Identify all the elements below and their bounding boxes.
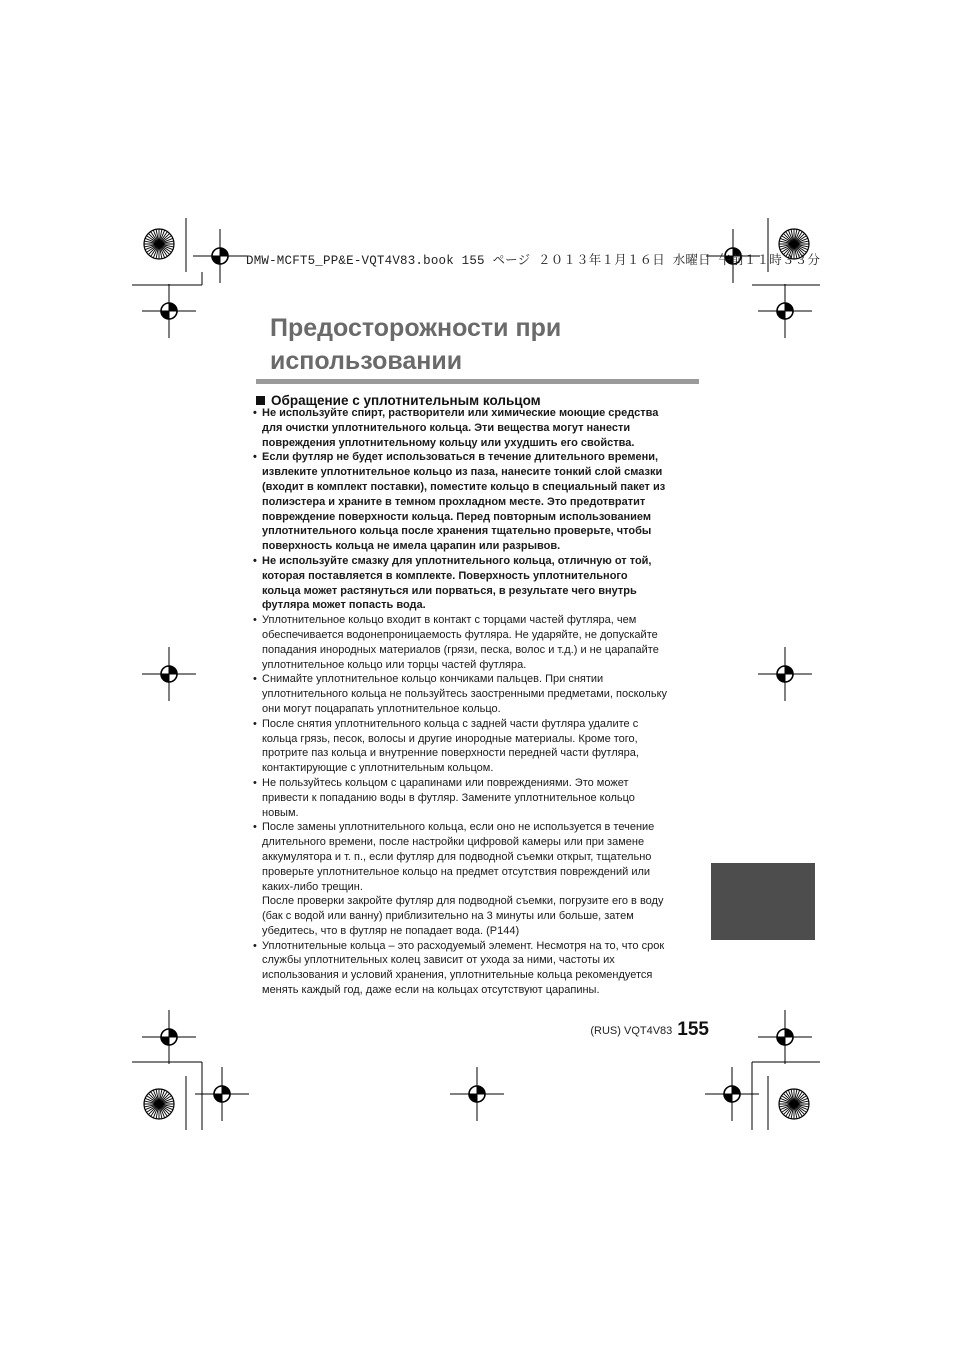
bullet-icon: • xyxy=(253,821,257,834)
list-item-line: привести к попаданию воды в футляр. Замените уплотнительное кольцо xyxy=(262,791,635,804)
list-item-line: (бак с водой или ванну) приблизительно на 3 минуты или больше, затем xyxy=(262,910,634,923)
registration-cross xyxy=(758,1010,812,1064)
list-item-line: После проверки закройте футляр для подводной съемки, погрузите его в воду xyxy=(262,895,664,908)
registration-cross xyxy=(450,1067,504,1121)
list-item-line: длительного времени, после настройки цифровой камеры или при замене xyxy=(262,836,645,849)
page-title-line-1: Предосторожности при xyxy=(270,314,562,342)
page-title-line-2: использовании xyxy=(270,347,463,375)
bullet-icon: • xyxy=(253,554,257,567)
print-job-header: DMW-MCFT5_PP&E-VQT4V83.book 155 ページ ２０１３年１月１６日 水曜日 午前１１時３３分 xyxy=(246,254,821,268)
registration-star-top-left xyxy=(144,229,174,259)
list-item-line: протрите паз кольца и внутренние поверхности передней части футляра, xyxy=(262,747,639,760)
bullet-icon: • xyxy=(253,939,257,952)
bullet-icon: • xyxy=(253,673,257,686)
list-item-line: После замены уплотнительного кольца, если оно не используется в течение xyxy=(262,821,655,834)
chapter-tab xyxy=(711,863,815,940)
section-heading-text: Обращение с уплотнительным кольцом xyxy=(271,393,541,408)
list-item-line: Не используйте спирт, растворители или химические моющие средства xyxy=(262,407,659,419)
registration-cross xyxy=(142,647,196,701)
list-item xyxy=(253,450,703,554)
list-item-line: кольца грязь, песок, волосы и другие инородные материалы. Кроме того, xyxy=(262,732,638,745)
list-item-line: Снимайте уплотнительное кольцо кончиками пальцев. При снятии xyxy=(262,673,604,686)
list-item-line: Если футляр не будет использоваться в течение длительного времени, xyxy=(262,451,659,464)
bullet-icon: • xyxy=(253,717,257,730)
registration-cross xyxy=(195,1067,249,1121)
list-item-line: уплотнительное кольцо или торцы частей футляра. xyxy=(262,658,527,671)
list-item xyxy=(253,406,703,450)
list-item-line: обеспечивается водонепроницаемость футляра. Не ударяйте, не допускайте xyxy=(262,628,658,641)
page-footer xyxy=(590,1019,709,1041)
registration-cross xyxy=(142,284,196,338)
list-item-line: извлеките уплотнительное кольцо из паза, нанесите тонкий слой смазки xyxy=(262,466,663,479)
list-item-line: Не пользуйтесь кольцом с царапинами или повреждениями. Это может xyxy=(262,776,629,789)
list-item xyxy=(253,776,703,820)
list-item-line: попадания инородных материалов (грязи, песка, волос и т.д.) и не царапайте xyxy=(262,643,659,656)
list-item-line: Уплотнительные кольца – это расходуемый элемент. Несмотря на то, что срок xyxy=(262,939,665,952)
bullet-icon: • xyxy=(253,776,257,789)
list-item-line: После снятия уплотнительного кольца с задней части футляра удалите с xyxy=(262,717,639,730)
registration-star-bottom-left xyxy=(144,1089,174,1119)
list-item-line: уплотнительного кольца после хранения тщательно проверьте, чтобы xyxy=(262,525,652,538)
page-title xyxy=(270,312,710,378)
list-item xyxy=(253,939,703,998)
list-item-line: проверьте уплотнительное кольцо на предмет отсутствия повреждений или xyxy=(262,865,651,878)
list-item xyxy=(253,613,703,672)
list-item-line: полиэстера и храните в темном прохладном месте. Это предотвратит xyxy=(262,495,646,508)
bullet-list xyxy=(253,406,703,998)
registration-cross xyxy=(758,284,812,338)
list-item-line: для очистки уплотнительного кольца. Эти вещества могут нанести xyxy=(262,421,631,434)
list-item-line: футляра может попасть вода. xyxy=(262,599,426,612)
list-item-line: использования и условий хранения, уплотнительные кольца рекомендуется xyxy=(262,969,653,982)
list-item-line: Уплотнительное кольцо входит в контакт с торцами частей футляра, чем xyxy=(262,614,637,627)
registration-cross xyxy=(705,1067,759,1121)
page-number: 155 xyxy=(677,1019,709,1040)
list-item xyxy=(253,672,703,716)
bullet-icon: • xyxy=(253,614,257,627)
bullet-icon: • xyxy=(253,451,257,464)
list-item-line: которая поставляется в комплекте. Поверхность уплотнительного xyxy=(262,569,628,582)
list-item-line: уплотнительного кольца не пользуйтесь заостренными предметами, поскольку xyxy=(262,688,668,701)
list-item-line: поверхность кольца не имела царапин или разрывов. xyxy=(262,540,561,553)
list-item xyxy=(253,554,703,613)
list-item-line: аккумулятора и т. п., если футляр для подводной съемки открыт, тщательно xyxy=(262,850,652,863)
list-item-line: службы уплотнительных колец зависит от ухода за ними, частоты их xyxy=(262,954,615,967)
list-item-line: Не используйте смазку для уплотнительного кольца, отличную от той, xyxy=(262,554,652,567)
registration-cross xyxy=(193,229,247,283)
list-item xyxy=(253,820,703,938)
list-item-line: убедитесь, что в футляр не попадает вода. (P144) xyxy=(262,924,520,937)
title-underline xyxy=(256,379,699,384)
square-bullet-icon xyxy=(256,396,265,405)
list-item-line: повреждения уплотнительному кольцу или ухудшить его свойства. xyxy=(262,436,635,449)
registration-cross xyxy=(758,647,812,701)
list-item-line: (входит в комплект поставки), поместите кольцо в специальный пакет из xyxy=(262,480,666,493)
list-item-line: менять каждый год, даже если на кольцах отсутствуют царапины. xyxy=(262,984,600,997)
document-code: (RUS) VQT4V83 xyxy=(590,1025,673,1037)
bullet-icon: • xyxy=(253,407,257,419)
list-item xyxy=(253,717,703,776)
list-item-line: повреждение поверхности кольца. Перед повторным использованием xyxy=(262,510,651,523)
registration-star-bottom-right xyxy=(779,1089,809,1119)
list-item-line: каких-либо трещин. xyxy=(262,880,363,893)
list-item-line: кольца может растянуться или порваться, в результате чего внутрь xyxy=(262,584,637,597)
list-item-line: они могут поцарапать уплотнительное кольцо. xyxy=(262,702,501,715)
list-item-line: контактирующие с уплотнительным кольцом. xyxy=(262,762,494,775)
list-item-line: новым. xyxy=(262,806,299,819)
registration-cross xyxy=(142,1010,196,1064)
